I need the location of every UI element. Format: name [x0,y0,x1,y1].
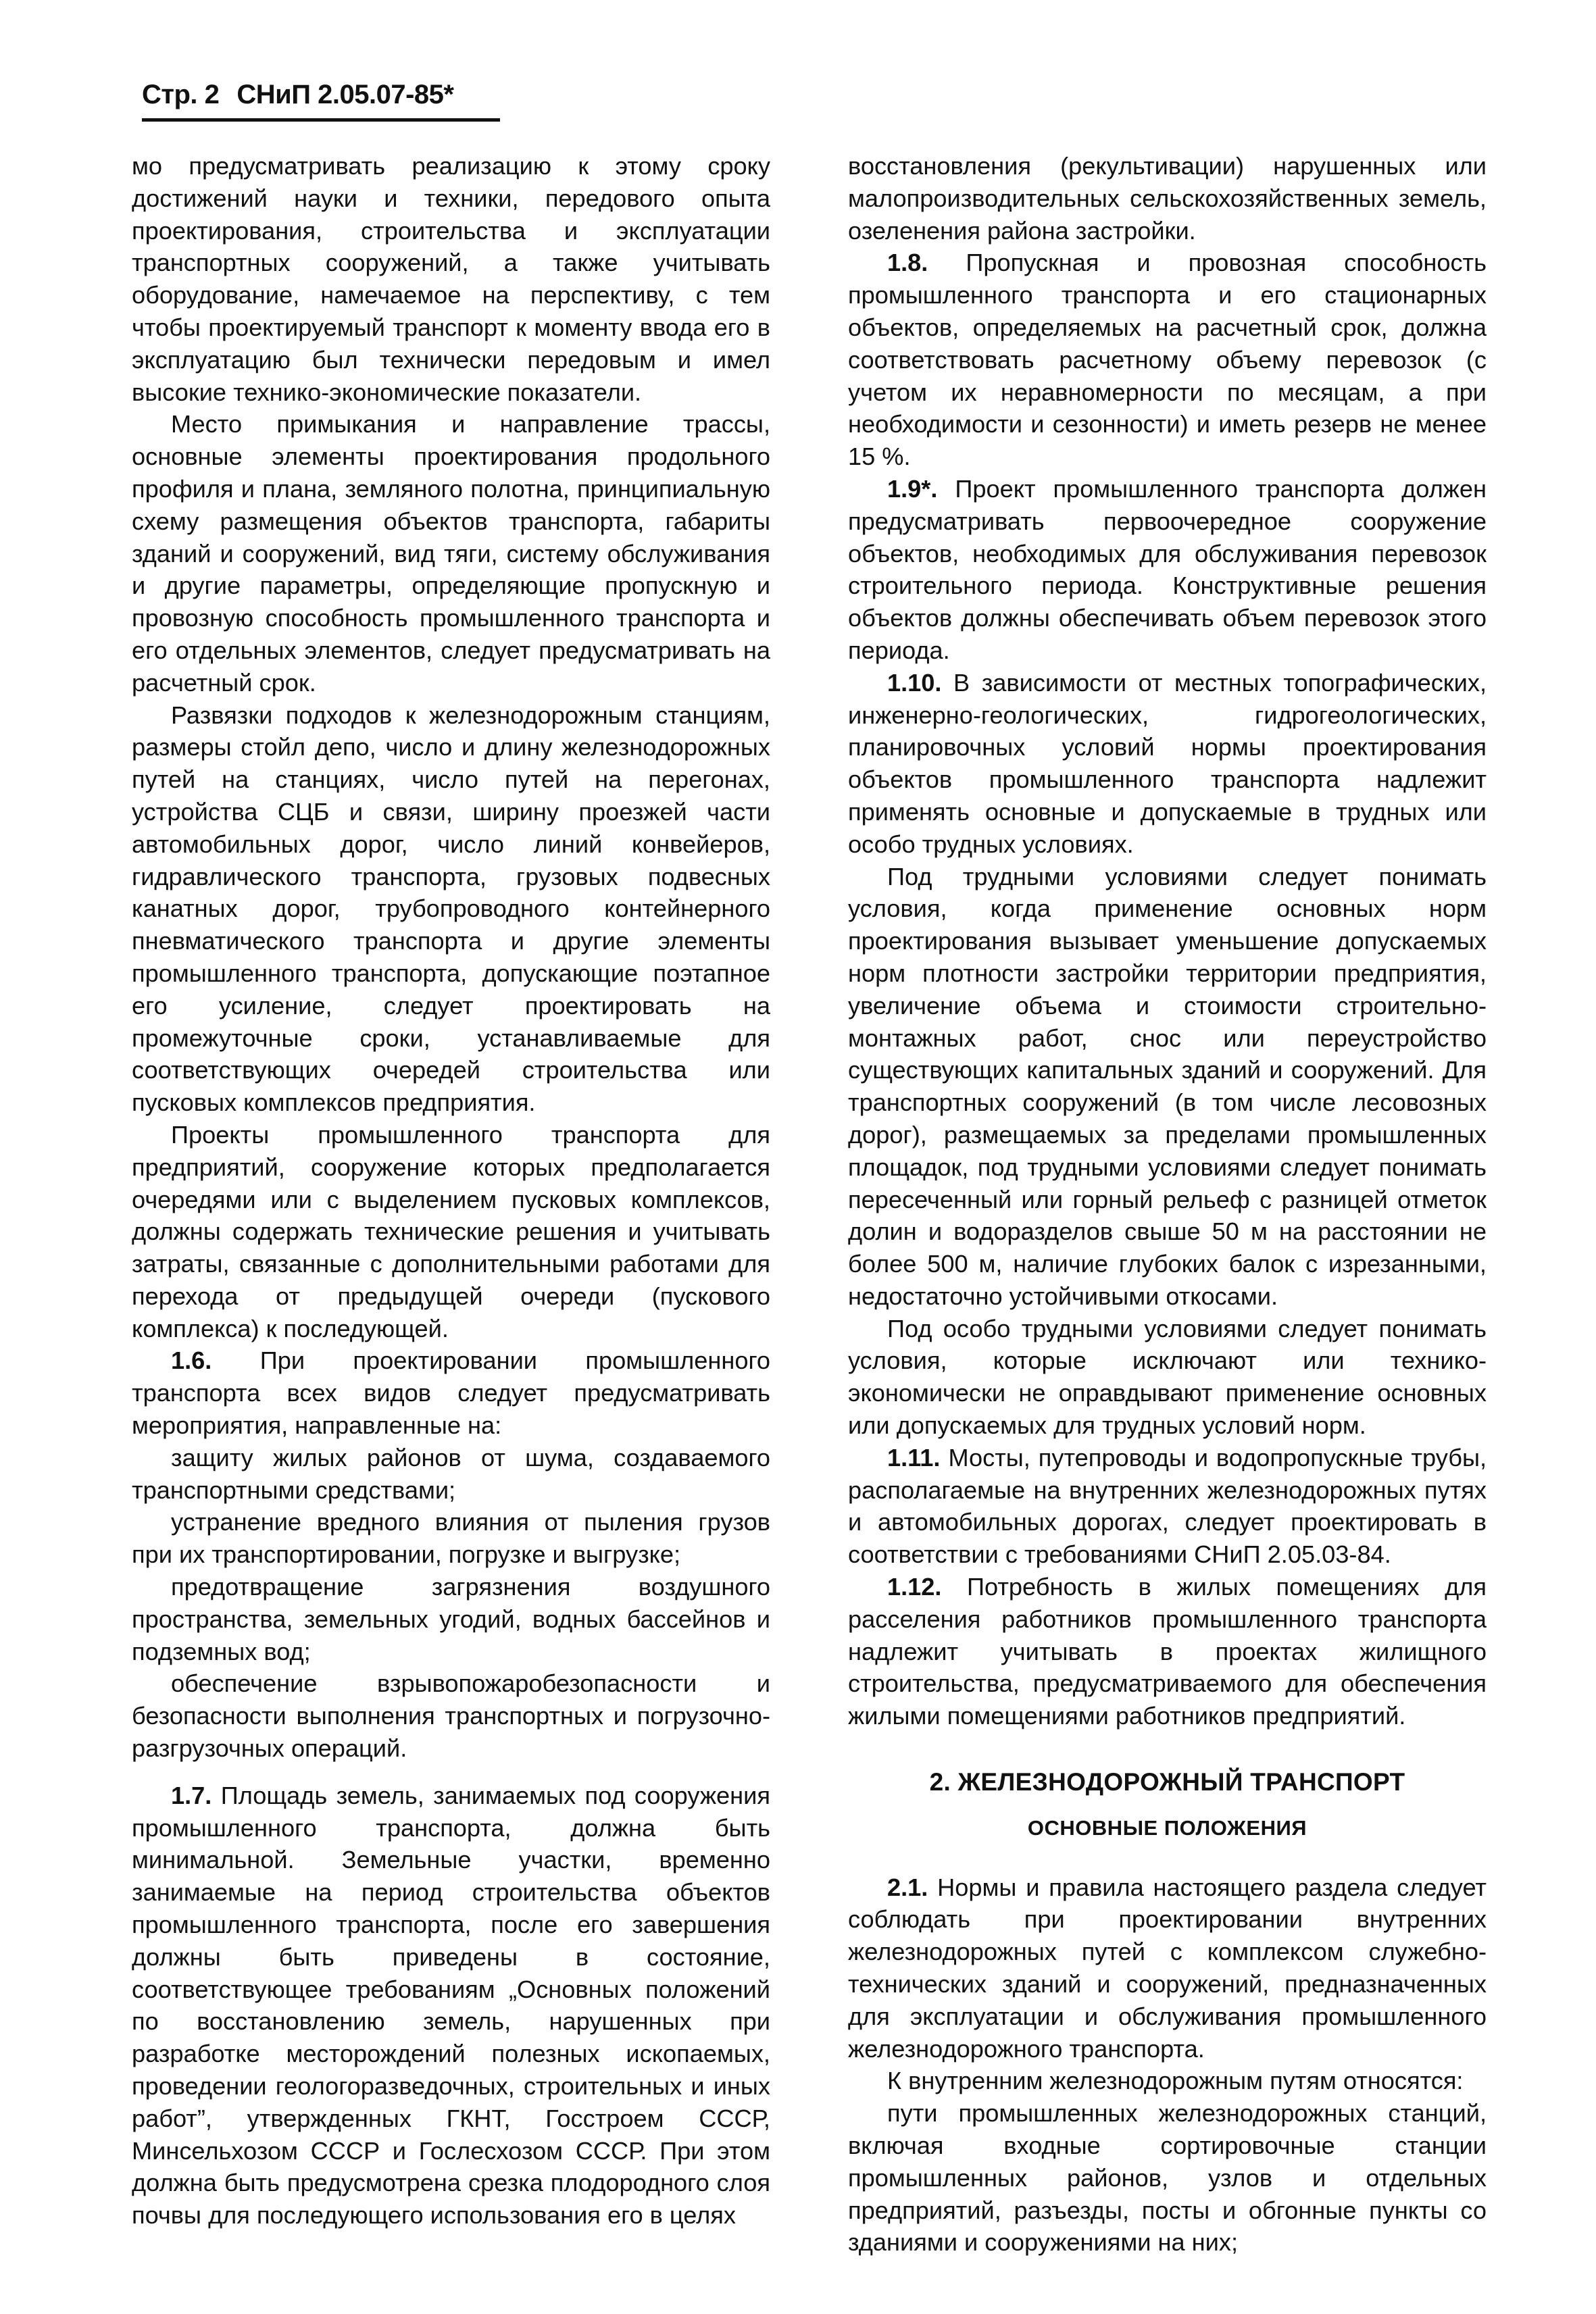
clause-number: 1.8. [887,249,928,277]
clause-1-11 [848,1442,1487,1571]
clause-text: При проектировании промышленного транспорта всех видов следует предусматривать мероприятия, направленные на: [132,1347,770,1440]
section-title: 2. ЖЕЛЕЗНОДОРОЖНЫЙ ТРАНСПОРТ [929,1768,1405,1796]
document-code: СНиП 2.05.07-85* [236,80,454,109]
clause-text: Пропускная и провозная способность промышленного транспорта и его стационарных объектов, определяемых на расчетный срок, должна соответствовать расчетному объему перевозок (с учетом их неравномерности по месяцам, а при необходимости и сезонности) и иметь резерв не менее 15 %. [848,249,1487,471]
paragraph: Под трудными условиями следует понимать условия, когда применение основных норм проектирования вызывает уменьшение допускаемых норм плотности застройки территории предприятия, увеличение объема и стоимости строительно-монтажных работ, снос или переустройство существующих капитальных зданий и сооружений. Для транспортных сооружений (в том числе лесовозных дорог), размещаемых за пределами промышленных площадок, под трудными условиями следует понимать пересеченный или горный рельеф с разницей отметок долин и водоразделов свыше 50 м на расстоянии не более 500 м, наличие глубоких балок с изрезанными, недостаточно устойчивыми откосами. [848,862,1487,1310]
paragraph: Место примыкания и направление трассы, основные элементы проектирования продольного профиля и плана, земляного полотна, принципиальную схему размещения объектов транспорта, габариты зданий и сооружений, вид тяги, систему обслуживания и другие параметры, определяющие пропускную и провозную способность промышленного транспорта и его отдельных элементов, следует предусматривать на расчетный срок. [132,410,770,697]
paragraph: К внутренним железнодорожным путям относятся: [887,2067,1464,2095]
clause-number: 1.11. [887,1443,941,1472]
clause-1-12 [848,1571,1487,1732]
clause-number: 2.1. [887,1873,928,1901]
clause-text: Мосты, путепроводы и водопропускные трубы, располагаемые на внутренних железнодорожных путях и автомобильных дорогах, следует проектировать в соответствии с требованиями СНиП 2.05.03-84. [848,1443,1487,1569]
list-item: предотвращение загрязнения воздушного пространства, земельных угодий, водных бассейнов и подземных вод; [132,1573,770,1665]
paragraph: Под особо трудными условиями следует понимать условия, которые исключают или технико-экономически не оправдывают применение основных или допускаемых для трудных условий норм. [848,1314,1487,1440]
clause-number: 1.7. [171,1781,212,1809]
clause-number: 1.6. [171,1347,212,1375]
paragraph: Проекты промышленного транспорта для предприятий, сооружение которых предполагается очередями или с выделением пусковых комплексов, должны содержать технические решения и учитывать затраты, связанные с дополнительными работами для перехода от предыдущей очереди (пускового комплекса) к последующей. [132,1120,770,1342]
paragraph: восстановления (рекультивации) нарушенных или малопроизводительных сельскохозяйственных земель, озеленения района застройки. [848,152,1487,245]
list-item: защиту жилых районов от шума, создаваемого транспортными средствами; [132,1443,770,1504]
left-column [132,150,770,2232]
paragraph: Развязки подходов к железнодорожным станциям, размеры стойл депо, число и длину железнодорожных путей на станциях, число путей на перегонах, устройства СЦБ и связи, ширину проезжей части автомобильных дорог, число линий конвейеров, гидравлического транспорта, грузовых подвесных канатных дорог, трубопроводного контейнерного пневматического транспорта и другие элементы промышленного транспорта, допускающие поэтапное его усиление, следует проектировать на промежуточные сроки, устанавливаемые для соответствующих очередей строительства или пусковых комплексов предприятия. [132,701,770,1117]
list-item: пути промышленных железнодорожных станций, включая входные сортировочные станции промышленных районов, узлов и отдельных предприятий, разъезды, посты и обгонные пункты со зданиями и сооружениями на них; [848,2099,1487,2257]
clause-2-1 [848,1871,1487,2065]
clause-text: Площадь земель, занимаемых под сооружения промышленного транспорта, должна быть минимальной. Земельные участки, временно занимаемые на период строительства объектов промышленного транспорта, после его завершения должны быть приведены в состояние, соответствующее требованиям „Основных положений по восстановлению земель, нарушенных при разработке месторождений полезных ископаемых, проведении геологоразведочных, строительных и иных работ”, утвержденных ГКНТ, Госстроем СССР, Минсельхозом СССР и Гослесхозом СССР. При этом должна быть предусмотрена срезка плодородного слоя почвы для последующего использования его в целях [132,1781,770,2230]
clause-text: Потребность в жилых помещениях для расселения работников промышленного транспорта надлежит учитывать в проектах жилищного строительства, предусматриваемого для обеспечения жилыми помещениями работников предприятий. [848,1573,1487,1730]
clause-1-7 [132,1780,770,2232]
clause-1-9 [848,473,1487,667]
clause-text: Нормы и правила настоящего раздела следует соблюдать при проектировании внутренних железнодорожных путей с комплексом служебно-технических зданий и сооружений, предназначенных для эксплуатации и обслуживания промышленного железнодорожного транспорта. [848,1873,1487,2063]
clause-text: Проект промышленного транспорта должен предусматривать первоочередное сооружение объектов, необходимых для обслуживания перевозок строительного периода. Конструктивные решения объектов должны обеспечивать объем перевозок этого периода. [848,474,1487,664]
clause-1-6 [132,1344,770,1441]
subsection-title: ОСНОВНЫЕ ПОЛОЖЕНИЯ [1027,1815,1307,1840]
page-header [142,80,500,122]
paragraph: мо предусматривать реализацию к этому сроку достижений науки и техники, передового опыта проектирования, строительства и эксплуатации транспортных сооружений, а также учитывать оборудование, намечаемое на перспективу, с тем чтобы проектируемый транспорт к моменту ввода его в эксплуатацию был технически передовым и имел высокие технико-экономические показатели. [132,152,770,406]
page-number: Стр. 2 [142,80,220,109]
right-column [848,150,1487,2259]
clause-text: В зависимости от местных топографических, инженерно-геологических, гидрогеологических, планировочных условий нормы проектирования объектов промышленного транспорта надлежит применять основные и допускаемые в трудных или особо трудных условиях. [848,668,1487,858]
list-item: обеспечение взрывопожаробезопасности и безопасности выполнения транспортных и погрузочно-разгрузочных операций. [132,1669,770,1763]
clause-1-8 [848,247,1487,473]
clause-number: 1.9*. [887,474,938,503]
clause-number: 1.12. [887,1573,942,1601]
list-item: устранение вредного влияния от пыления грузов при их транспортировании, погрузке и выгрузке; [132,1508,770,1569]
clause-number: 1.10. [887,668,942,697]
clause-1-10 [848,667,1487,861]
